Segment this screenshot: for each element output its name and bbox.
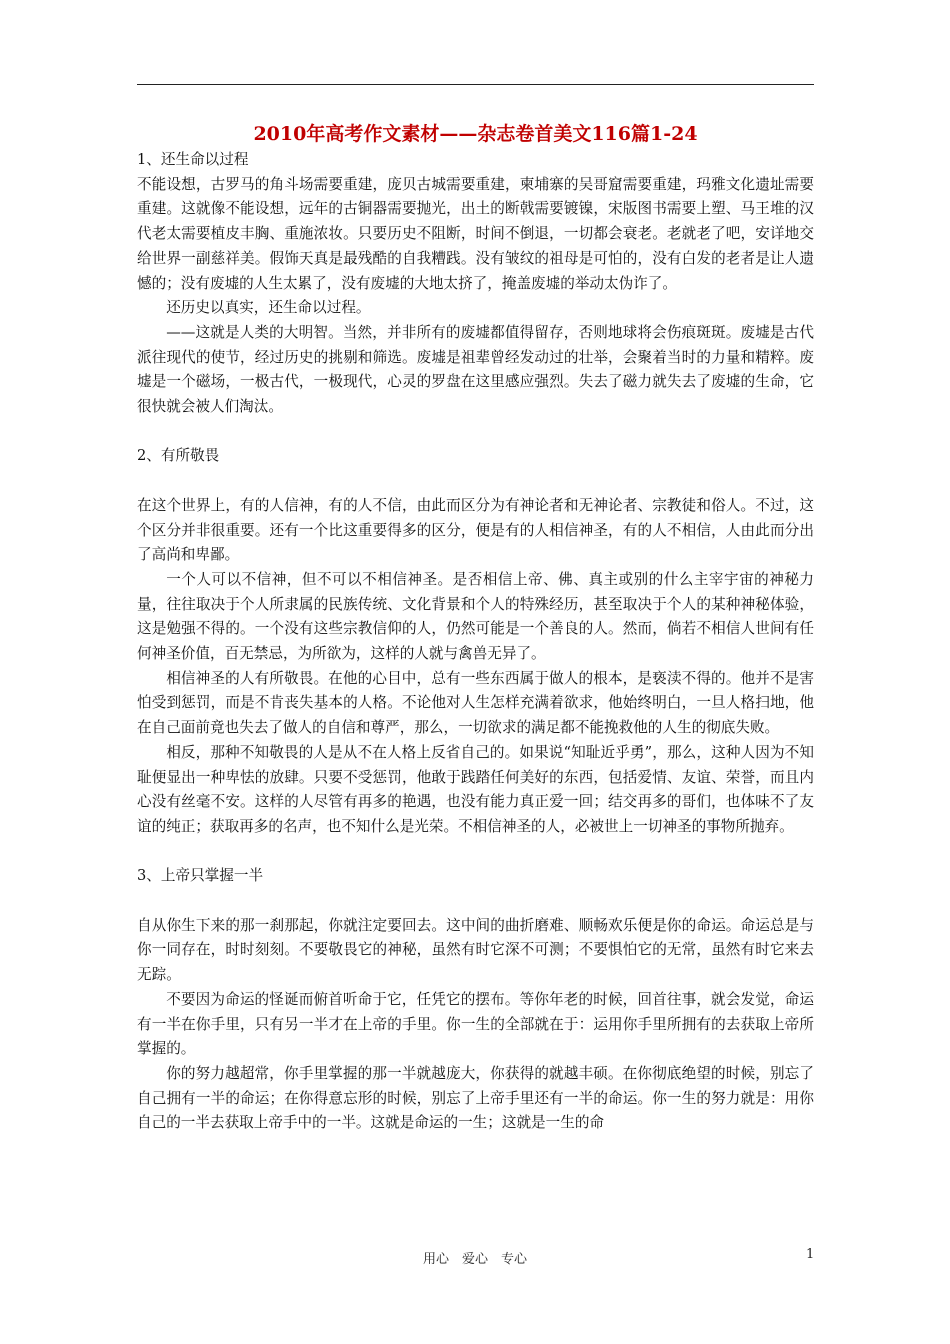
section-heading: 3、上帝只掌握一半	[137, 867, 264, 885]
footer-motto: 用心 爱心 专心	[422, 1252, 527, 1267]
paragraph: ——这就是人类的大明智。当然，并非所有的废墟都值得留存，否则地球将会伤痕斑斑。废墟是古代派往现代的使节，经过历史的挑剔和筛选。废墟是祖辈曾经发动过的壮举，会聚着当时的力量和精粹。废墟是一个磁场，一极古代，一极现代，心灵的罗盘在这里感应强烈。失去了磁力就失去了废墟的生命，它很快就会被人们淘汰。	[137, 323, 814, 416]
header-rule	[137, 84, 814, 85]
document-title: 2010年高考作文素材——杂志卷首美文116篇1-24	[253, 123, 698, 145]
paragraph: 不要因为命运的怪诞而俯首听命于它，任凭它的摆布。等你年老的时候，回首往事，就会发觉，命运有一半在你手里，只有另一半才在上帝的手里。你一生的全部就在于：运用你手里所拥有的去获取上帝所掌握的。	[137, 990, 814, 1058]
paragraph: 一个人可以不信神，但不可以不相信神圣。是否相信上帝、佛、真主或别的什么主宰宇宙的神秘力量，往往取决于个人所隶属的民族传统、文化背景和个人的特殊经历，甚至取决于个人的某种神秘体验，这是勉强不得的。一个没有这些宗教信仰的人，仍然可能是一个善良的人。然而，倘若不相信人世间有任何神圣价值，百无禁忌，为所欲为，这样的人就与禽兽无异了。	[137, 570, 814, 663]
document-body	[137, 148, 814, 1136]
paragraph: 你的努力越超常，你手里掌握的那一半就越庞大，你获得的就越丰硕。在你彻底绝望的时候，别忘了自己拥有一半的命运；在你得意忘形的时候，别忘了上帝手里还有一半的命运。你一生的努力就是：用你自己的一半去获取上帝手中的一半。这就是命运的一生；这就是一生的命	[137, 1064, 814, 1132]
paragraph: 自从你生下来的那一刹那起，你就注定要回去。这中间的曲折磨难、顺畅欢乐便是你的命运。命运总是与你一同存在，时时刻刻。不要敬畏它的神秘，虽然有时它深不可测；不要惧怕它的无常，虽然有时它来去无踪。	[137, 916, 814, 984]
paragraph: 相信神圣的人有所敬畏。在他的心目中，总有一些东西属于做人的根本，是亵渎不得的。他并不是害怕受到惩罚，而是不肯丧失基本的人格。不论他对人生怎样充满着欲求，他始终明白，一旦人格扫地，他在自己面前竟也失去了做人的自信和尊严，那么，一切欲求的满足都不能挽救他的人生的彻底失败。	[137, 669, 814, 737]
paragraph: 相反，那种不知敬畏的人是从不在人格上反省自己的。如果说“知耻近乎勇”，那么，这种人因为不知耻便显出一种卑怯的放肆。只要不受惩罚，他敢于践踏任何美好的东西，包括爱情、友谊、荣誉，而且内心没有丝毫不安。这样的人尽管有再多的艳遇，也没有能力真正爱一回；结交再多的哥们，也体味不了友谊的纯正；获取再多的名声，也不知什么是光荣。不相信神圣的人，必被世上一切神圣的事物所抛弃。	[137, 743, 814, 835]
section-heading: 2、有所敬畏	[137, 447, 220, 465]
paragraph: 不能设想，古罗马的角斗场需要重建，庞贝古城需要重建，柬埔寨的吴哥窟需要重建，玛雅文化遗址需要重建。这就像不能设想，远年的古铜器需要抛光，出土的断戟需要镀镍，宋版图书需要上塑、马王堆的汉代老太需要植皮丰胸、重施浓妆。只要历史不阻断，时间不倒退，一切都会衰老。老就老了吧，安详地交给世界一副慈祥美。假饰天真是最残酷的自我糟践。没有皱纹的祖母是可怕的，没有白发的老者是让人遗憾的；没有废墟的人生太累了，没有废墟的大地太挤了，掩盖废墟的举动太伪诈了。	[137, 175, 814, 292]
paragraph: 还历史以真实，还生命以过程。	[166, 299, 371, 317]
paragraph: 在这个世界上，有的人信神，有的人不信，由此而区分为有神论者和无神论者、宗教徒和俗人。不过，这个区分并非很重要。还有一个比这重要得多的区分，便是有的人相信神圣，有的人不相信，人由此而分出了高尚和卑鄙。	[137, 496, 814, 564]
page-number: 1	[806, 1247, 815, 1262]
section-heading: 1、还生命以过程	[137, 151, 249, 168]
